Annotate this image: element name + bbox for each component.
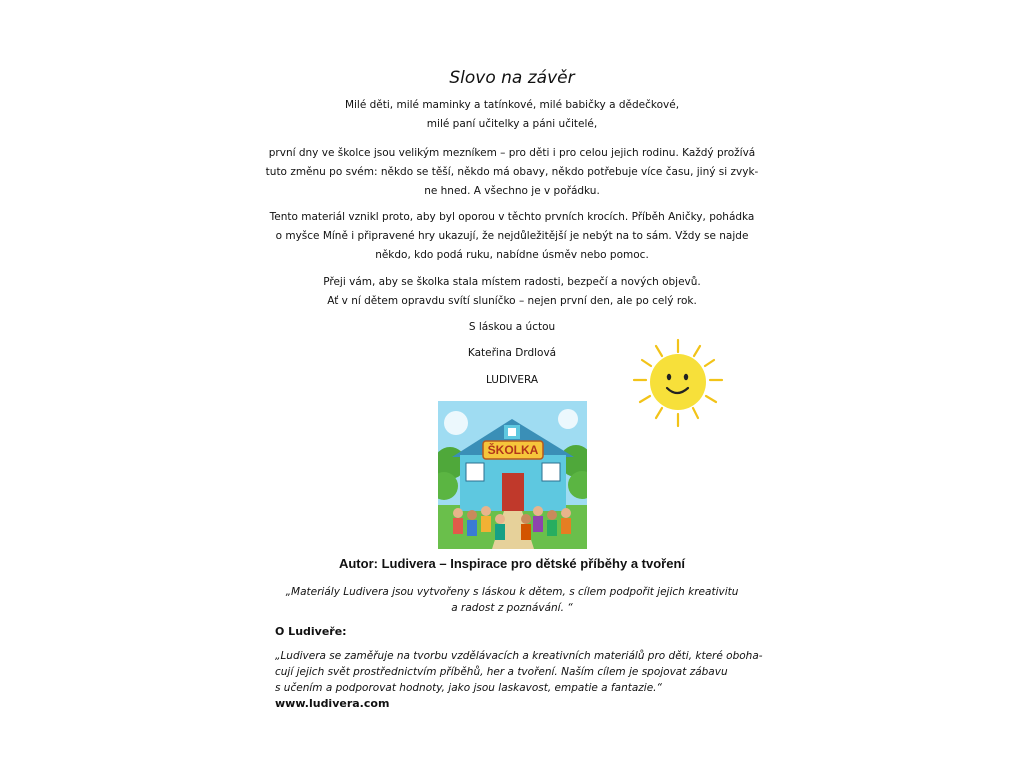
quote	[262, 584, 762, 616]
paragraph-line: tuto změnu po svém: někdo se těší, někdo má obavy, někdo potřebuje více času, jiný si zvyk-	[265, 166, 759, 178]
paragraph-line: o myšce Míně i připravené hry ukazují, že nejdůležitější je nebýt na to sám. Vždy se najde	[275, 230, 749, 242]
closing-line: S láskou a úctou	[468, 321, 556, 333]
paragraph-line: Tento materiál vznikl proto, aby byl oporou v těchto prvních krocích. Příběh Aničky, pohádka	[269, 211, 755, 223]
about-line: s učením a podporovat hodnoty, jako jsou laskavost, empatie a fantazie.“	[275, 682, 662, 694]
author-heading: Autor: Ludivera – Inspirace pro dětské příběhy a tvoření	[338, 556, 686, 571]
about-line: „Ludivera se zaměřuje na tvorbu vzdělávacích a kreativních materiálů pro děti, které oboha-	[275, 650, 763, 662]
about-text	[275, 648, 763, 696]
about-line: cují jejich svět prostřednictvím příběhů, her a tvoření. Naším cílem je spojovat zábavu	[275, 666, 728, 678]
quote-line: „Materiály Ludivera jsou vytvořeny s láskou k dětem, s cílem podpořit jejich kreativitu	[285, 586, 739, 598]
paragraph-line: Přeji vám, aby se školka stala místem radosti, bezpečí a nových objevů.	[323, 276, 701, 288]
greeting-line: Milé děti, milé maminky a tatínkové, milé babičky a dědečkové,	[344, 99, 680, 111]
paragraph-3	[262, 273, 762, 311]
school-illustration	[438, 401, 587, 549]
greeting-line: milé paní učitelky a páni učitelé,	[426, 118, 598, 130]
about-heading: O Ludiveře:	[275, 625, 347, 638]
paragraph-2	[262, 208, 762, 265]
paragraph-line: Ať v ní dětem opravdu svítí sluníčko – nejen první den, ale po celý rok.	[327, 295, 697, 307]
paragraph-line: ne hned. A všechno je v pořádku.	[424, 185, 600, 197]
school-sign-text: ŠKOLKA	[487, 443, 539, 457]
website-link[interactable]: www.ludivera.com	[275, 697, 390, 710]
paragraph-line: někdo, kdo podá ruku, nabídne úsměv nebo pomoc.	[375, 249, 649, 261]
sun-icon	[628, 336, 728, 432]
author-signature: Kateřina Drdlová	[467, 347, 557, 359]
greeting	[262, 96, 762, 134]
paragraph-1	[262, 144, 762, 201]
paragraph-line: první dny ve školce jsou velikým mezníkem – pro děti i pro celou jejich rodinu. Každý prožívá	[268, 147, 756, 159]
brand-signature: LUDIVERA	[485, 374, 539, 386]
quote-line: a radost z poznávání. “	[451, 602, 573, 614]
page-title: Slovo na závěr	[449, 68, 575, 88]
